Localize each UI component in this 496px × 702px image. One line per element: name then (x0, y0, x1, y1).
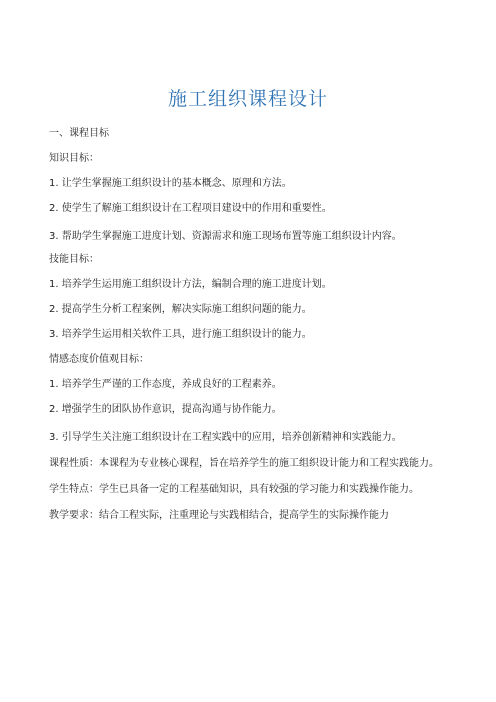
paragraph-course-nature: 课程性质：本课程为专业核心课程，旨在培养学生的施工组织设计能力和工程实践能力。 (49, 458, 439, 469)
paragraph: 3. 培养学生运用相关软件工具，进行施工组织设计的能力。 (49, 329, 312, 340)
section-heading-course-goals: 一、课程目标 (49, 128, 109, 139)
paragraph: 1. 培养学生运用施工组织设计方法，编制合理的施工进度计划。 (49, 279, 332, 290)
subheading-values-goals: 情感态度价值观目标： (49, 354, 149, 365)
paragraph: 2. 增强学生的团队协作意识，提高沟通与协作能力。 (49, 404, 282, 415)
paragraph: 2. 使学生了解施工组织设计在工程项目建设中的作用和重要性。 (49, 203, 332, 214)
paragraph: 2. 提高学生分析工程案例，解决实际施工组织问题的能力。 (49, 304, 312, 315)
paragraph: 1. 让学生掌握施工组织设计的基本概念、原理和方法。 (49, 178, 292, 189)
document-title: 施工组织课程设计 (167, 88, 328, 110)
paragraph-student-characteristics: 学生特点：学生已具备一定的工程基础知识，具有较强的学习能力和实践操作能力。 (49, 484, 419, 495)
paragraph: 3. 引导学生关注施工组织设计在工程实践中的应用，培养创新精神和实践能力。 (49, 432, 402, 443)
paragraph: 3. 帮助学生掌握施工进度计划、资源需求和施工现场布置等施工组织设计内容。 (49, 231, 402, 242)
document-body (49, 126, 449, 531)
subheading-skill-goals: 技能目标： (49, 254, 99, 265)
paragraph-teaching-requirements: 教学要求：结合工程实际，注重理论与实践相结合，提高学生的实际操作能力 (49, 510, 389, 521)
paragraph: 1. 培养学生严谨的工作态度，养成良好的工程素养。 (49, 379, 282, 390)
subheading-knowledge-goals: 知识目标： (49, 153, 99, 164)
